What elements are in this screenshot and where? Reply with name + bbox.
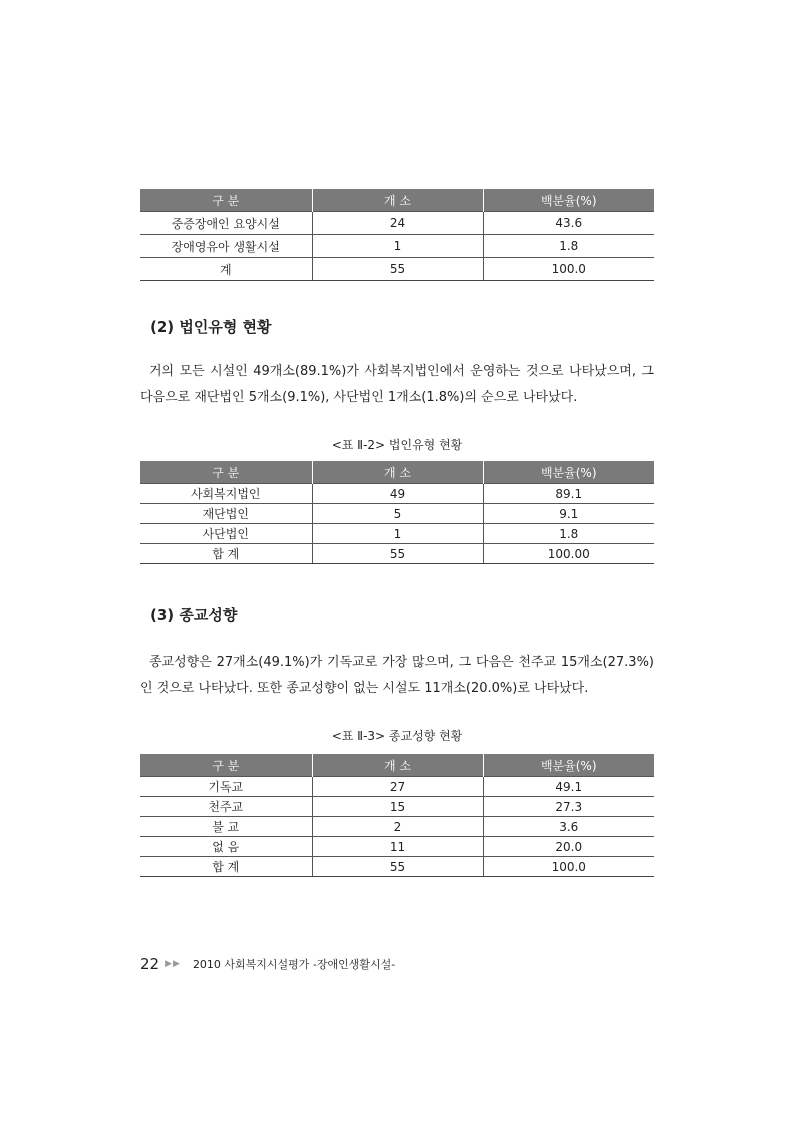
cell-count: 15 [312, 797, 483, 817]
cell-count: 55 [312, 544, 483, 564]
cell-category: 합 계 [140, 857, 312, 877]
cell-category: 불 교 [140, 817, 312, 837]
column-header-percent: 백분율(%) [483, 189, 654, 212]
table-row [140, 797, 654, 817]
cell-percent: 100.00 [483, 544, 654, 564]
table-row [140, 484, 654, 504]
table-caption-corporation-type: <표 Ⅱ-2> 법인유형 현황 [331, 438, 463, 452]
column-header-category: 구 분 [140, 754, 312, 777]
cell-category: 사단법인 [140, 524, 312, 544]
column-header-count: 개 소 [312, 461, 483, 484]
column-header-percent: 백분율(%) [483, 754, 654, 777]
paragraph-corporation-type: 거의 모든 시설인 49개소(89.1%)가 사회복지법인에서 운영하는 것으로 나타났으며, 그 다음으로 재단법인 5개소(9.1%), 사단법인 1개소(1.8%)의 순으로 나타났다. [140, 364, 654, 405]
cell-percent: 100.0 [483, 258, 654, 281]
table-row [140, 212, 654, 235]
cell-category: 장애영유아 생활시설 [140, 235, 312, 258]
cell-category: 없 음 [140, 837, 312, 857]
cell-count: 49 [312, 484, 483, 504]
cell-category: 합 계 [140, 544, 312, 564]
page-footer [140, 955, 395, 973]
cell-percent: 3.6 [483, 817, 654, 837]
table-corporation-type [140, 461, 654, 564]
cell-percent: 1.8 [483, 235, 654, 258]
column-header-category: 구 분 [140, 189, 312, 212]
cell-percent: 9.1 [483, 504, 654, 524]
column-header-category: 구 분 [140, 461, 312, 484]
cell-category: 기독교 [140, 777, 312, 797]
cell-category: 계 [140, 258, 312, 281]
column-header-percent: 백분율(%) [483, 461, 654, 484]
cell-count: 1 [312, 235, 483, 258]
cell-category: 재단법인 [140, 504, 312, 524]
table-row [140, 504, 654, 524]
cell-count: 1 [312, 524, 483, 544]
table-total-row [140, 857, 654, 877]
table-row [140, 817, 654, 837]
section-heading-corporation-type: (2) 법인유형 현황 [150, 318, 272, 336]
cell-percent: 43.6 [483, 212, 654, 235]
page-number: 22 [140, 955, 160, 973]
table-header-row [140, 189, 654, 212]
column-header-count: 개 소 [312, 189, 483, 212]
table-row [140, 524, 654, 544]
table-total-row [140, 544, 654, 564]
table-row [140, 777, 654, 797]
cell-category: 사회복지법인 [140, 484, 312, 504]
cell-percent: 49.1 [483, 777, 654, 797]
cell-percent: 89.1 [483, 484, 654, 504]
cell-count: 55 [312, 258, 483, 281]
cell-count: 55 [312, 857, 483, 877]
table-religion [140, 754, 654, 877]
table-caption-religion: <표 Ⅱ-3> 종교성향 현황 [331, 729, 463, 743]
cell-count: 11 [312, 837, 483, 857]
cell-percent: 100.0 [483, 857, 654, 877]
footer-title: 2010 사회복지시설평가 -장애인생활시설- [192, 958, 396, 971]
table-facility-type [140, 189, 654, 281]
cell-percent: 20.0 [483, 837, 654, 857]
table-header-row [140, 754, 654, 777]
cell-count: 27 [312, 777, 483, 797]
column-header-count: 개 소 [312, 754, 483, 777]
cell-category: 중증장애인 요양시설 [140, 212, 312, 235]
table-row [140, 235, 654, 258]
cell-percent: 27.3 [483, 797, 654, 817]
cell-percent: 1.8 [483, 524, 654, 544]
table-header-row [140, 461, 654, 484]
section-heading-religion: (3) 종교성향 [150, 606, 238, 624]
table-total-row [140, 258, 654, 281]
cell-count: 2 [312, 817, 483, 837]
cell-category: 천주교 [140, 797, 312, 817]
table-row [140, 837, 654, 857]
cell-count: 5 [312, 504, 483, 524]
cell-count: 24 [312, 212, 483, 235]
double-arrow-icon: ▶▶ [165, 959, 181, 969]
paragraph-religion: 종교성향은 27개소(49.1%)가 기독교로 가장 많으며, 그 다음은 천주교 15개소(27.3%)인 것으로 나타났다. 또한 종교성향이 없는 시설도 11개소(20.0%)로 나타났다. [140, 655, 654, 696]
